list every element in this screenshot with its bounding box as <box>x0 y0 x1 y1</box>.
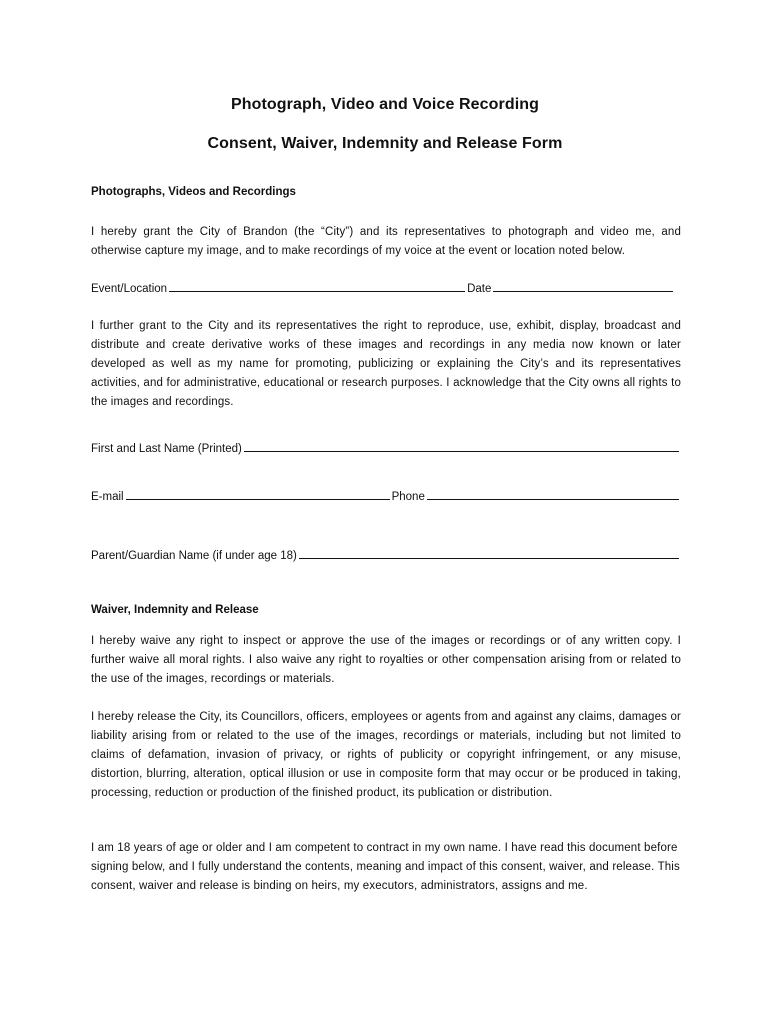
release-paragraph: I hereby release the City, its Councillors, officers, employees or agents from and against any claims, damages or liability arising from or related to the use of the images, recordings or materials, including but not limited to claims of defamation, invasion of privacy, or rights of publicity or copyright infringement, or any misuse, distortion, blurring, alteration, optical illusion or use in composite form that may occur or be produced in taking, processing, reduction or production of the finished product, its publication or distribution. <box>91 711 681 799</box>
guardian-row <box>91 547 681 566</box>
document-title: Photograph, Video and Voice Recording <box>230 96 540 113</box>
event-date-row <box>91 280 675 299</box>
document-subtitle: Consent, Waiver, Indemnity and Release Form <box>207 135 563 152</box>
name-row <box>91 440 681 459</box>
rights-paragraph: I further grant to the City and its representatives the right to reproduce, use, exhibit, display, broadcast and distribute and create derivative works of these images and recordings in any media now known or later developed as well as my name for promoting, publicizing or explaining the City’s and its representatives activities, and for administrative, educational or research purposes. I acknowledge that the City owns all rights to the images and recordings. <box>91 320 681 408</box>
name-label: First and Last Name (Printed) <box>91 443 242 455</box>
waiver-paragraph: I hereby waive any right to inspect or approve the use of the images or recordings or of any written copy. I further waive all moral rights. I also waive any right to royalties or other compensation arising from or related to the use of the images, recordings or materials. <box>91 635 681 685</box>
email-label: E-mail <box>91 491 124 503</box>
section-heading-photographs: Photographs, Videos and Recordings <box>91 186 296 198</box>
competence-paragraph: I am 18 years of age or older and I am competent to contract in my own name. I have read this document before signing below, and I fully understand the contents, meaning and impact of this consent, waiver, and release. This consent, waiver and release is binding on heirs, my executors, administrators, assigns and me. <box>91 842 680 892</box>
date-label: Date <box>467 283 492 295</box>
grant-paragraph: I hereby grant the City of Brandon (the “City”) and its representatives to photograph and video me, and otherwise capture my image, and to make recordings of my voice at the event or location noted below. <box>91 226 681 257</box>
phone-label: Phone <box>391 491 425 503</box>
email-field[interactable] <box>126 488 390 500</box>
name-field[interactable] <box>244 440 679 452</box>
guardian-field[interactable] <box>299 547 679 559</box>
guardian-label: Parent/Guardian Name (if under age 18) <box>91 550 297 562</box>
phone-field[interactable] <box>427 488 679 500</box>
event-location-label: Event/Location <box>91 283 168 295</box>
date-field[interactable] <box>493 280 673 292</box>
event-location-field[interactable] <box>169 280 465 292</box>
email-phone-row <box>91 488 681 507</box>
section-heading-waiver: Waiver, Indemnity and Release <box>91 604 259 616</box>
